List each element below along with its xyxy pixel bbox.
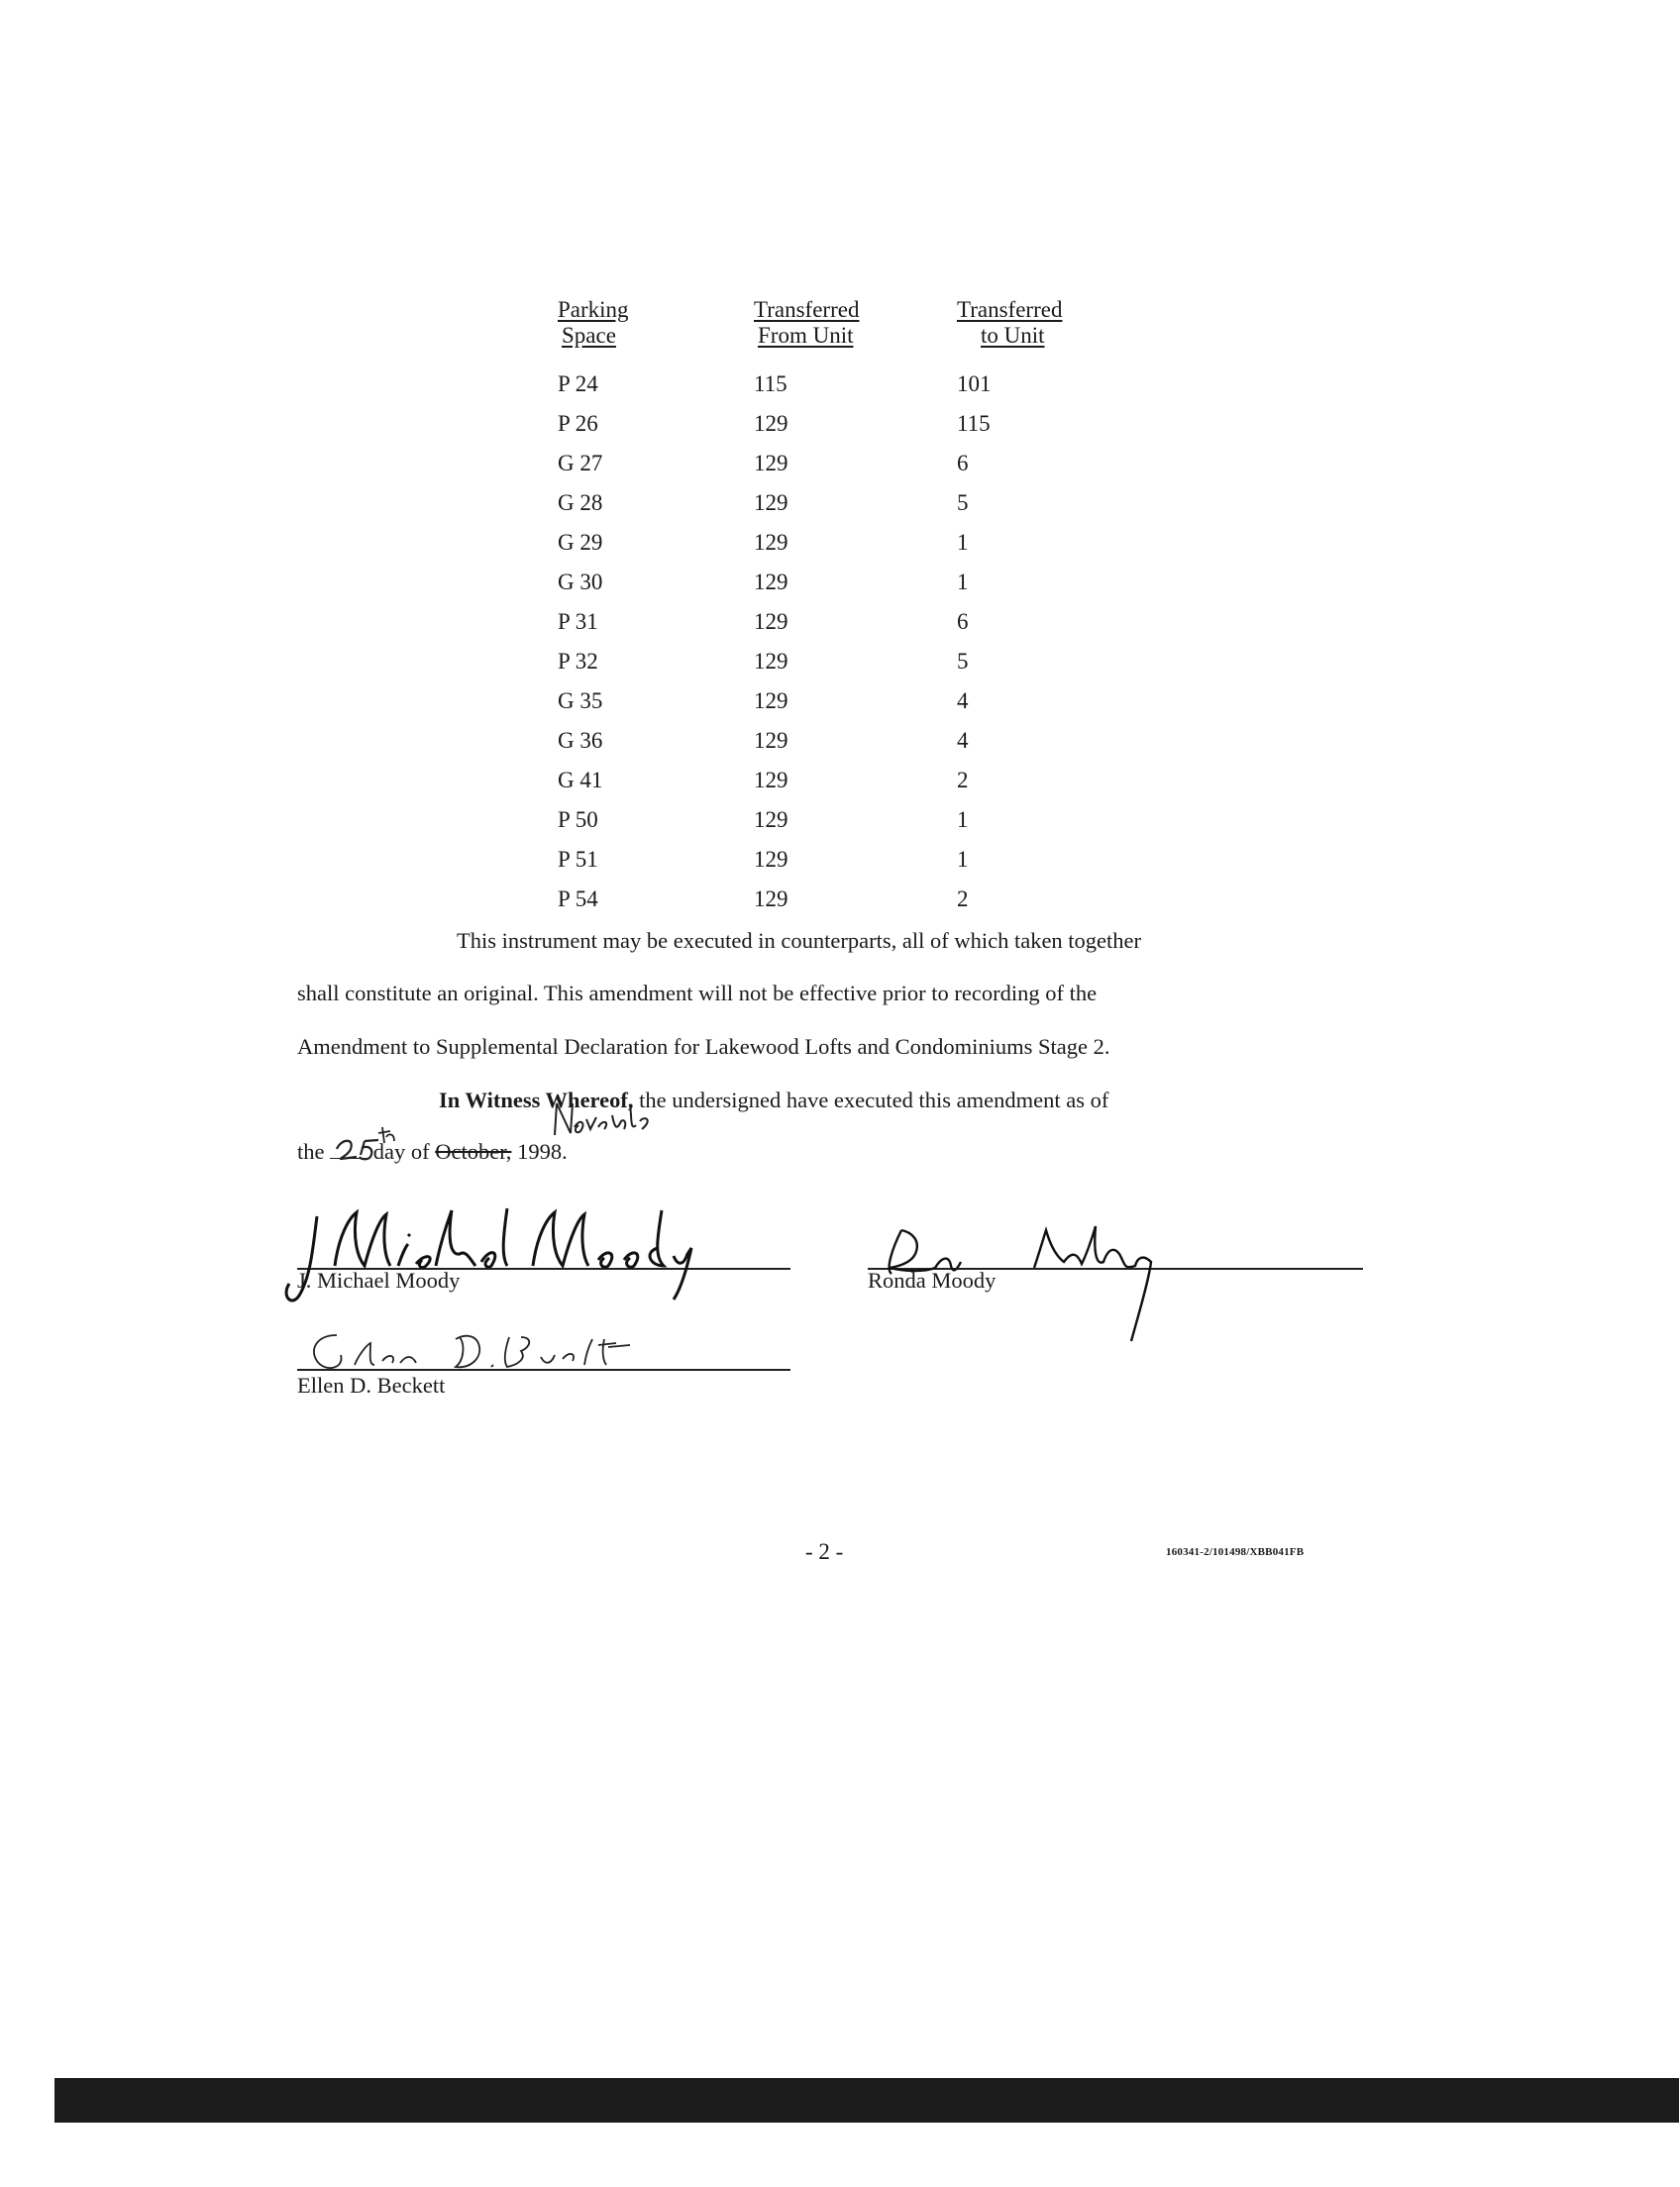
cell-from: 129 <box>754 451 788 475</box>
date-year: 1998. <box>517 1139 568 1164</box>
cell-to: 101 <box>957 371 992 396</box>
signer-name-1: J. Michael Moody <box>297 1268 461 1293</box>
header-line: From Unit <box>758 323 854 348</box>
table-row <box>558 800 1152 840</box>
cell-to: 5 <box>957 649 969 674</box>
cell-to: 6 <box>957 451 969 475</box>
signature-j-michael-moody <box>277 1197 753 1315</box>
cell-space: G 41 <box>558 768 603 792</box>
cell-space: P 31 <box>558 609 598 634</box>
table-row <box>558 404 1152 444</box>
month-struck: October, <box>435 1139 512 1164</box>
cell-from: 129 <box>754 688 788 713</box>
cell-from: 129 <box>754 570 788 594</box>
table-row <box>558 840 1152 880</box>
table-row <box>558 761 1152 800</box>
cell-space: G 35 <box>558 688 603 713</box>
cell-to: 5 <box>957 490 969 515</box>
cell-space: P 24 <box>558 371 598 396</box>
cell-from: 129 <box>754 609 788 634</box>
handwritten-date-annotation <box>327 1097 664 1167</box>
witness-rest: the undersigned have executed this amendment as of <box>633 1088 1109 1112</box>
signature-ronda-moody <box>872 1210 1199 1359</box>
table-row <box>558 642 1152 681</box>
table-row <box>558 681 1152 721</box>
date-day-of: day of <box>372 1139 436 1164</box>
cell-space: P 54 <box>558 886 598 911</box>
table-row <box>558 602 1152 642</box>
table-row <box>558 721 1152 761</box>
table-row <box>558 364 1152 404</box>
cell-to: 2 <box>957 886 969 911</box>
signature-ellen-d-beckett <box>297 1325 693 1385</box>
cell-from: 129 <box>754 411 788 436</box>
witness-bold: In Witness Whereof, <box>439 1088 634 1112</box>
table-row <box>558 483 1152 523</box>
document-id: 160341-2/101498/XBB041FB <box>1166 1546 1305 1558</box>
cell-from: 129 <box>754 490 788 515</box>
body-line-3: Amendment to Supplemental Declaration for Lakewood Lofts and Condominiums Stage 2. <box>297 1034 1110 1059</box>
signer-name-3: Ellen D. Beckett <box>297 1373 446 1398</box>
scan-edge-bar <box>54 2078 1679 2123</box>
cell-to: 4 <box>957 688 969 713</box>
body-line-1: This instrument may be executed in counterparts, all of which taken together <box>457 928 1142 953</box>
header-line: Space <box>562 323 616 348</box>
header-line: Transferred <box>754 297 860 322</box>
cell-from: 129 <box>754 886 788 911</box>
header-parking-space <box>558 297 629 349</box>
cell-space: P 26 <box>558 411 598 436</box>
cell-to: 6 <box>957 609 969 634</box>
header-transferred-from <box>754 297 859 349</box>
table-row <box>558 444 1152 483</box>
cell-from: 129 <box>754 530 788 555</box>
signer-name-2: Ronda Moody <box>868 1268 997 1293</box>
body-line-2: shall constitute an original. This amendment will not be effective prior to recording of the <box>297 981 1098 1005</box>
cell-space: G 30 <box>558 570 603 594</box>
cell-to: 115 <box>957 411 991 436</box>
cell-space: P 51 <box>558 847 598 872</box>
cell-from: 129 <box>754 768 788 792</box>
table-row <box>558 563 1152 602</box>
cell-to: 4 <box>957 728 969 753</box>
cell-space: G 28 <box>558 490 603 515</box>
date-the: the <box>297 1139 325 1164</box>
header-line: to Unit <box>981 323 1045 348</box>
cell-from: 129 <box>754 728 788 753</box>
cell-to: 1 <box>957 570 969 594</box>
cell-to: 1 <box>957 807 969 832</box>
cell-space: P 32 <box>558 649 598 674</box>
header-line: Parking <box>558 297 629 322</box>
header-line: Transferred <box>957 297 1063 322</box>
cell-space: G 27 <box>558 451 603 475</box>
cell-from: 115 <box>754 371 788 396</box>
cell-to: 2 <box>957 768 969 792</box>
header-transferred-to <box>957 297 1062 349</box>
table-row <box>558 880 1152 919</box>
page-number: - 2 - <box>805 1539 844 1564</box>
cell-to: 1 <box>957 530 969 555</box>
cell-space: G 29 <box>558 530 603 555</box>
cell-from: 129 <box>754 649 788 674</box>
table-row <box>558 523 1152 563</box>
cell-space: G 36 <box>558 728 603 753</box>
table-body <box>558 364 1152 919</box>
cell-space: P 50 <box>558 807 598 832</box>
cell-from: 129 <box>754 847 788 872</box>
cell-from: 129 <box>754 807 788 832</box>
cell-to: 1 <box>957 847 969 872</box>
